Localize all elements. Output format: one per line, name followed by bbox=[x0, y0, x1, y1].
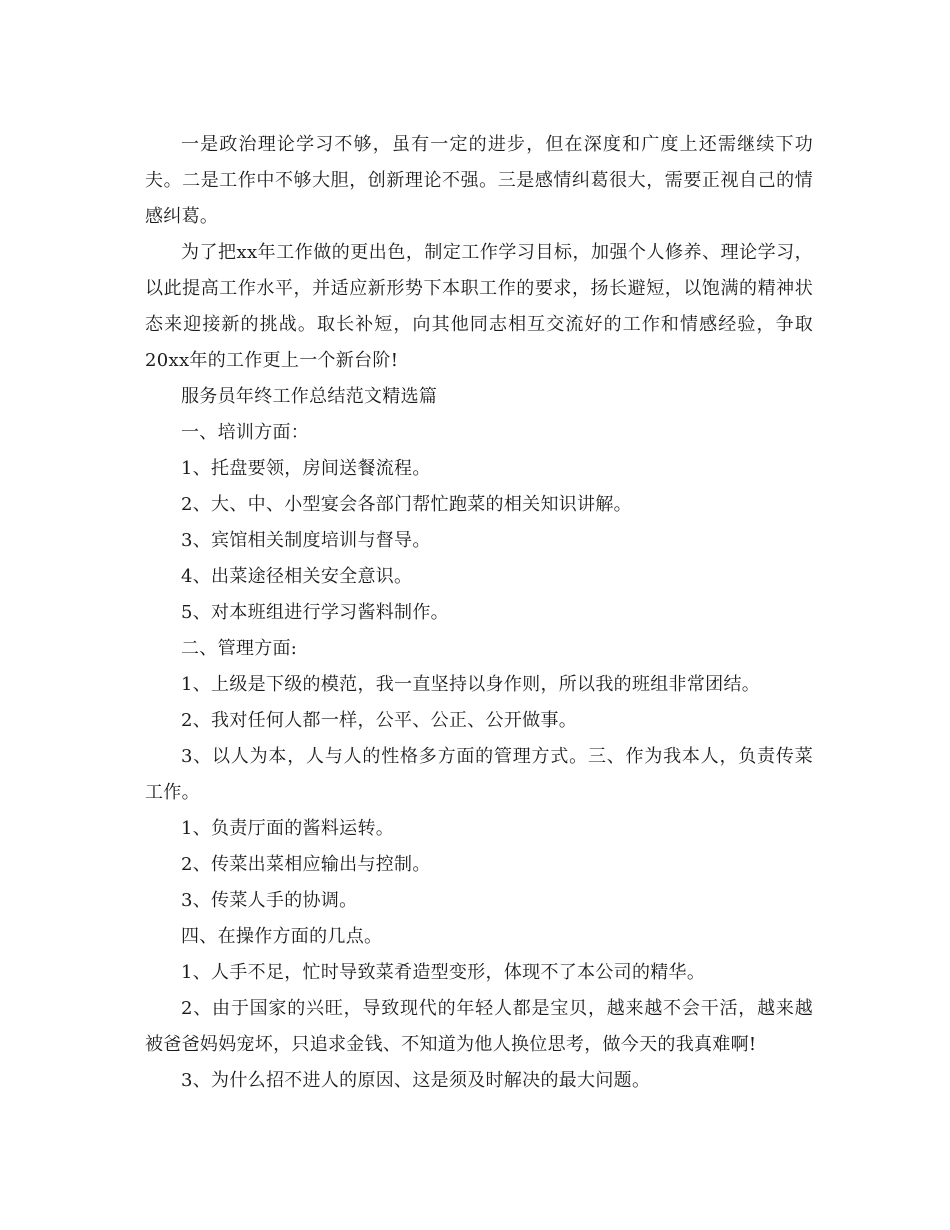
heading-operations: 四、在操作方面的几点。 bbox=[181, 926, 383, 947]
list-item: 3、以人为本，人与人的性格多方面的管理方式。三、作为我本人，负责传菜工作。 bbox=[145, 746, 813, 803]
list-item: 1、人手不足，忙时导致菜肴造型变形，体现不了本公司的精华。 bbox=[181, 962, 706, 983]
heading-management: 二、管理方面: bbox=[181, 638, 298, 659]
list-item: 1、负责厅面的酱料运转。 bbox=[181, 818, 395, 839]
list-item: 2、由于国家的兴旺，导致现代的年轻人都是宝贝，越来越不会干活，越来越被爸爸妈妈宠坏，只追求金钱、不知道为他人换位思考，做今天的我真难啊! bbox=[145, 998, 813, 1055]
section-title: 服务员年终工作总结范文精选篇 bbox=[181, 386, 438, 407]
list-item: 2、传菜出菜相应输出与控制。 bbox=[181, 854, 431, 875]
list-item: 3、为什么招不进人的原因、这是须及时解决的最大问题。 bbox=[181, 1070, 651, 1091]
heading-training: 一、培训方面： bbox=[181, 422, 310, 443]
list-item: 2、我对任何人都一样，公平、公正、公开做事。 bbox=[181, 710, 578, 731]
paragraph-goals: 为了把xx年工作做的更出色，制定工作学习目标，加强个人修养、理论学习，以此提高工作水平，并适应新形势下本职工作的要求，扬长避短，以饱满的精神状态来迎接新的挑战。取长补短，向其他同志相互交流好的工作和情感经验，争取20xx年的工作更上一个新台阶! bbox=[145, 242, 813, 371]
document-body bbox=[145, 127, 813, 1099]
paragraph-weaknesses: 一是政治理论学习不够，虽有一定的进步，但在深度和广度上还需继续下功夫。二是工作中不够大胆，创新理论不强。三是感情纠葛很大，需要正视自己的情感纠葛。 bbox=[145, 134, 813, 227]
list-item: 1、上级是下级的模范，我一直坚持以身作则，所以我的班组非常团结。 bbox=[181, 674, 761, 695]
list-item: 3、传菜人手的协调。 bbox=[181, 890, 358, 911]
list-item: 5、对本班组进行学习酱料制作。 bbox=[181, 602, 449, 623]
list-item: 2、大、中、小型宴会各部门帮忙跑菜的相关知识讲解。 bbox=[181, 494, 632, 515]
list-item: 3、宾馆相关制度培训与督导。 bbox=[181, 530, 431, 551]
list-item: 1、托盘要领，房间送餐流程。 bbox=[181, 458, 431, 479]
list-item: 4、出菜途径相关安全意识。 bbox=[181, 566, 413, 587]
